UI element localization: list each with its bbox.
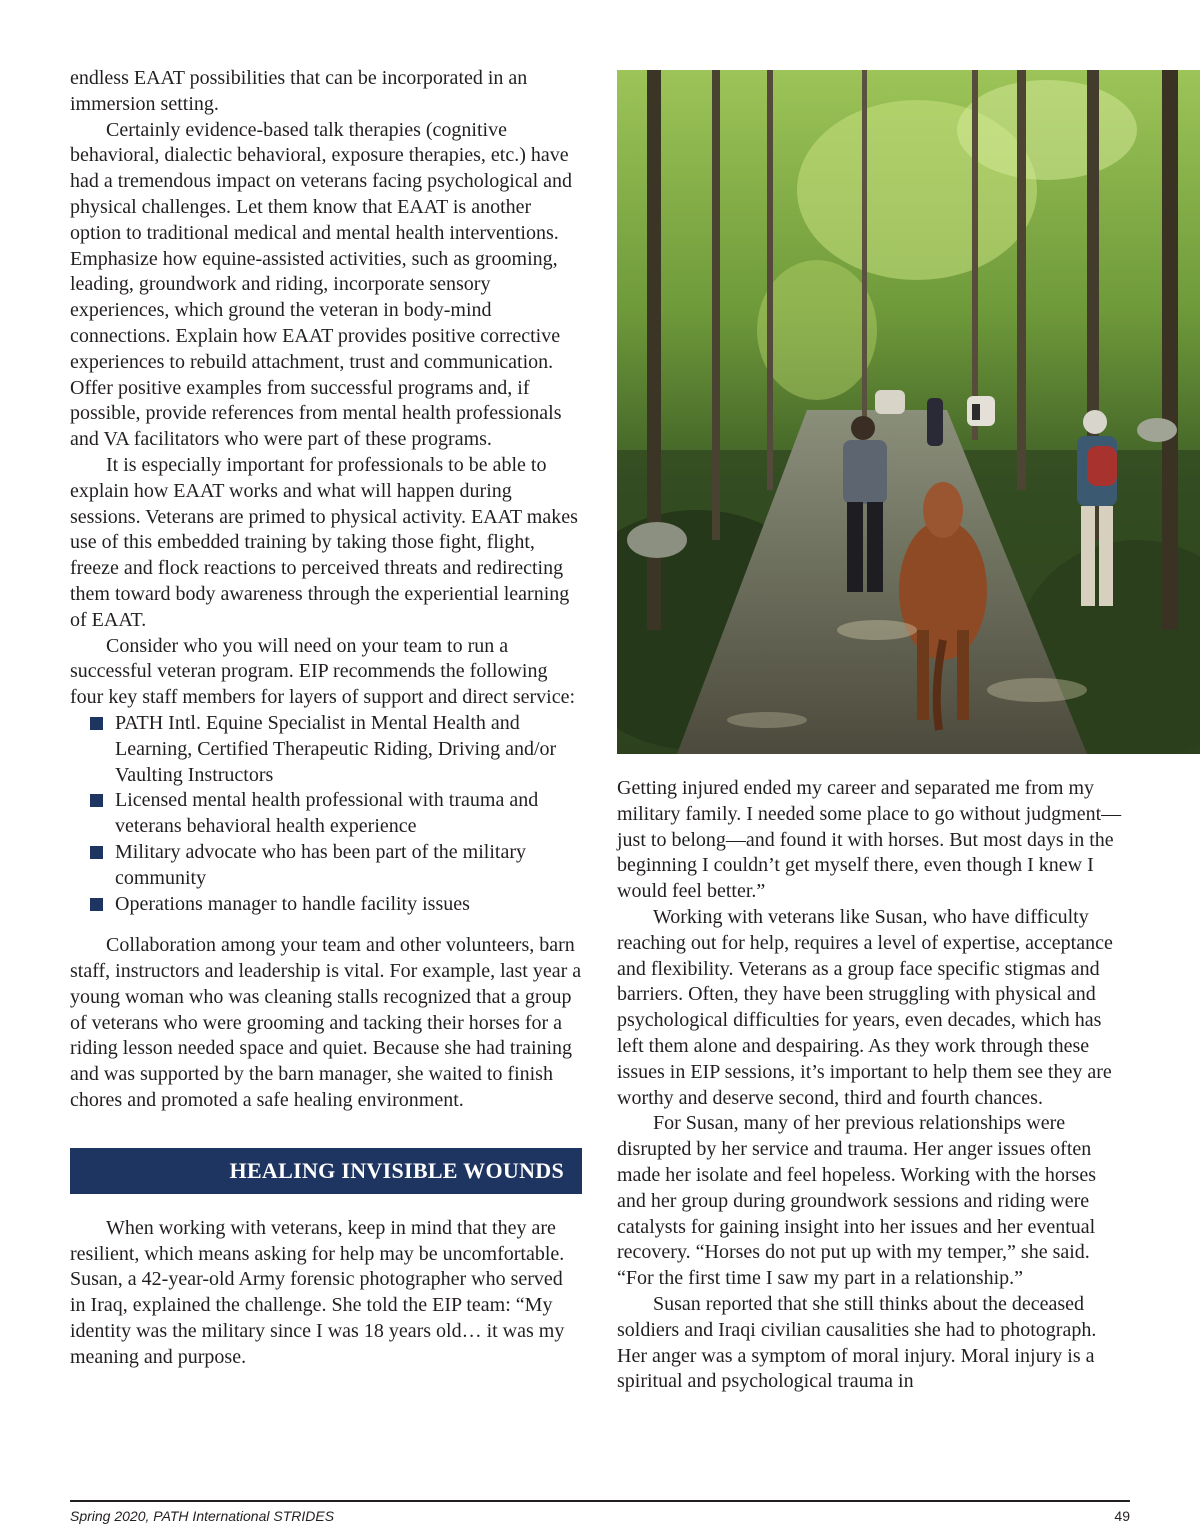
list-item-text: Licensed mental health professional with trauma and veterans behavioral health experience — [115, 789, 539, 838]
body-paragraph: Getting injured ended my career and separated me from my military family. I needed some place to go without judgment—just to belong—and found it with horses. But most days in the beginning I couldn’t get myself there, even though I knew I would feel better.” — [617, 777, 1122, 903]
page-number: 49 — [1114, 1508, 1130, 1524]
body-paragraph: endless EAAT possibilities that can be incorporated in an immersion setting. — [70, 67, 528, 115]
list-item-text: PATH Intl. Equine Specialist in Mental Health and Learning, Certified Therapeutic Riding, Driving and/or Vaulting Instructors — [115, 711, 557, 786]
body-paragraph: Working with veterans like Susan, who have difficulty reaching out for help, requires a level of expertise, acceptance and flexibility. Veterans as a group face specific stigmas and barriers. Often, they have been struggling with physical and psychological difficulties for years, even decades, which has left them alone and despairing. As they work through these issues in EIP sessions, it’s important to help them see they are worthy and deserve second, third and fourth chances. — [617, 905, 1113, 1109]
right-column — [617, 776, 1129, 1395]
body-paragraph: Susan reported that she still thinks about the deceased soldiers and Iraqi civilian causalities she had to photograph. Her anger was a symptom of moral injury. Moral injury is a spiritual and psychological trauma in — [617, 1292, 1097, 1393]
square-bullet-icon — [90, 898, 103, 911]
list-item — [90, 788, 582, 840]
list-item — [90, 892, 582, 918]
body-paragraph: Collaboration among your team and other volunteers, barn staff, instructors and leadership is vital. For example, last year a young woman who was cleaning stalls recognized that a group of veterans who were grooming and tacking their horses for a riding lesson needed space and quiet. Because she had training and was supported by the barn manager, she waited to finish chores and promoted a safe healing environment. — [70, 934, 582, 1112]
square-bullet-icon — [90, 846, 103, 859]
section-heading: HEALING INVISIBLE WOUNDS — [229, 1157, 564, 1183]
list-item-text: Operations manager to handle facility issues — [115, 892, 470, 915]
section-heading-bar — [70, 1148, 582, 1194]
left-column — [70, 66, 582, 1371]
body-paragraph: For Susan, many of her previous relationships were disrupted by her service and trauma. Her anger issues often made her isolate and feel hopeless. Working with the horses and her group during groundwork sessions and riding were catalysts for gaining insight into her issues and her eventual recovery. “Horses do not put up with my temper,” she said. “For the first time I saw my part in a relationship.” — [617, 1112, 1097, 1290]
footer-divider — [70, 1500, 1130, 1502]
body-paragraph: It is especially important for professionals to be able to explain how EAAT works and what will happen during sessions. Veterans are primed to physical activity. EAAT makes use of this embedded training by taking those fight, flight, freeze and flock reactions to perceived threats and redirecting them toward body awareness through the experiential learning of EAAT. — [70, 453, 578, 631]
list-item-text: Military advocate who has been part of the military community — [115, 840, 526, 889]
body-paragraph: Certainly evidence-based talk therapies (cognitive behavioral, dialectic behavioral, exposure therapies, etc.) have had a tremendous impact on veterans facing psychological and physical challenges. Let them know that EAAT is another option to traditional medical and mental health interventions. Emphasize how equine-assisted activities, such as grooming, leading, groundwork and riding, incorporate sensory experiences, which ground the veteran in body-mind connections. Explain how EAAT provides positive corrective experiences to rebuild attachment, trust and communication. Offer positive examples from successful programs and, if possible, provide references from mental health professionals and VA facilitators who were part of these programs. — [70, 118, 573, 451]
square-bullet-icon — [90, 794, 103, 807]
body-paragraph: When working with veterans, keep in mind that they are resilient, which means asking for help may be uncomfortable. Susan, a 42-year-old Army forensic photographer who served in Iraq, explained the challenge. She told the EIP team: “My identity was the military since I was 18 years old… it was my meaning and purpose. — [70, 1216, 565, 1368]
list-item — [90, 711, 582, 788]
forest-photo-illustration — [617, 70, 1200, 754]
staff-list — [90, 711, 582, 917]
square-bullet-icon — [90, 717, 103, 730]
list-item — [90, 840, 582, 892]
footer-publication: Spring 2020, PATH International STRIDES — [70, 1508, 335, 1524]
body-paragraph: Consider who you will need on your team to run a successful veteran program. EIP recommends the following four key staff members for layers of support and direct service: — [70, 634, 576, 709]
forest-trail-photo — [617, 70, 1200, 754]
spacer — [70, 917, 582, 933]
